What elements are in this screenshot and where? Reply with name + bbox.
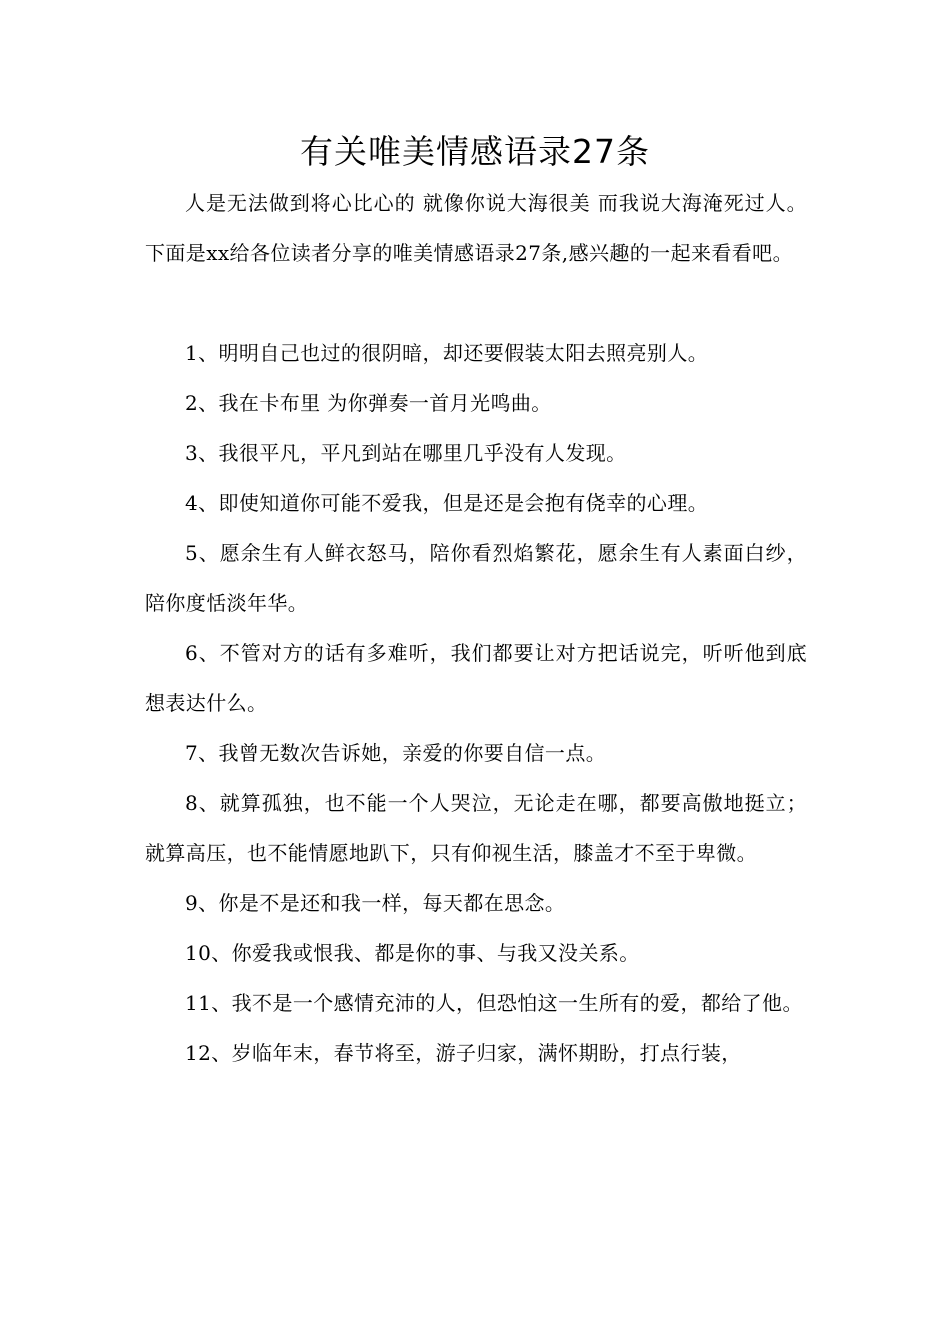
quote-item-9: 9、你是不是还和我一样，每天都在思念。 — [185, 891, 566, 915]
paragraph-spacer — [145, 278, 807, 328]
quote-item-1: 1、明明自己也过的很阴暗，却还要假装太阳去照亮别人。 — [185, 341, 709, 365]
document-title: 有关唯美情感语录27条 — [300, 132, 650, 171]
intro-paragraph: 人是无法做到将心比心的 就像你说大海很美 而我说大海淹死过人。下面是xx给各位读者分享的唯美情感语录27条,感兴趣的一起来看看吧。 — [145, 191, 807, 265]
quote-item-12: 12、岁临年末，春节将至，游子归家，满怀期盼，打点行装， — [185, 1041, 742, 1065]
quote-item-8: 8、就算孤独，也不能一个人哭泣，无论走在哪，都要高傲地挺立；就算高压，也不能情愿地趴下，只有仰视生活，膝盖才不至于卑微。 — [145, 791, 807, 865]
quote-item-3: 3、我很平凡，平凡到站在哪里几乎没有人发现。 — [185, 441, 627, 465]
quote-item-10: 10、你爱我或恨我、都是你的事、与我又没关系。 — [185, 941, 640, 965]
quote-item-6: 6、不管对方的话有多难听，我们都要让对方把话说完，听听他到底想表达什么。 — [145, 641, 807, 715]
quote-item-4: 4、即使知道你可能不爱我，但是还是会抱有侥幸的心理。 — [185, 491, 709, 515]
quote-item-2: 2、我在卡布里 为你弹奏一首月光鸣曲。 — [185, 391, 552, 415]
quote-item-5: 5、愿余生有人鲜衣怒马，陪你看烈焰繁花，愿余生有人素面白纱，陪你度恬淡年华。 — [145, 541, 807, 615]
document-body — [145, 178, 807, 1078]
quote-item-11: 11、我不是一个感情充沛的人，但恐怕这一生所有的爱，都给了他。 — [185, 991, 803, 1015]
quote-item-7: 7、我曾无数次告诉她，亲爱的你要自信一点。 — [185, 741, 607, 765]
